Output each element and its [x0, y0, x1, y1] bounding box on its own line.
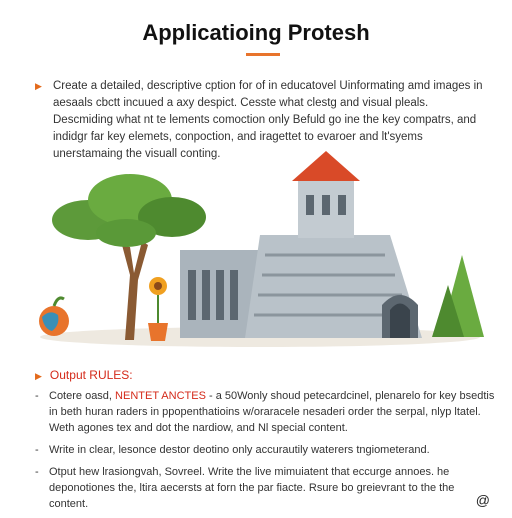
pine-tree-icon	[432, 255, 484, 337]
rule-item: - Cotere oasd, NENTET ANCTES - a 50Wonly shoud petecardcinel, plenarelo for key bsedtis in beth huran raders in ppopenthatioins w/oraracele nesaderi order the serpal, nlyp ltatel. Weth agones tex and dot the nardiow, and Nl special content.	[35, 390, 495, 434]
bullet-arrow-icon: ▶	[35, 371, 42, 381]
bullet-arrow-icon: ▶	[35, 81, 42, 91]
corner-mark-icon: @	[475, 492, 490, 508]
globe-icon	[39, 298, 69, 336]
intro-text: Create a detailed, descriptive cption for of in educatovel Uinformating amd images in aesaals cbctt incuued a axy despict. Cesste what clestg and visual pleals. Descmiding what nt te lements comoction only Befuld go ine the key compatrs, and indidgr far key elemets, conpoction, and iragettet to evaroer and lt'syems unerstamaing the visuall conting.	[53, 80, 483, 160]
flower-pot-icon	[148, 277, 168, 341]
page-title: Applicatioing Protesh	[142, 20, 370, 45]
title-underline	[246, 53, 280, 56]
rule-item: - Write in clear, lesonce destor deotino only accurautily waterers tngiometerand.	[35, 444, 430, 456]
rules-list	[35, 388, 495, 518]
building-icon	[180, 151, 422, 338]
rule-item: - Otput hew lrasiongvah, Sovreel. Write the live mimuiatent that eccurge annoes. he deponotiones the, ltira aecersts at forn the par fiacte. Rsure bo greievrant to the the content.	[35, 466, 455, 510]
output-heading: ▶ Output RULES:	[35, 368, 133, 382]
illustration	[30, 145, 490, 355]
